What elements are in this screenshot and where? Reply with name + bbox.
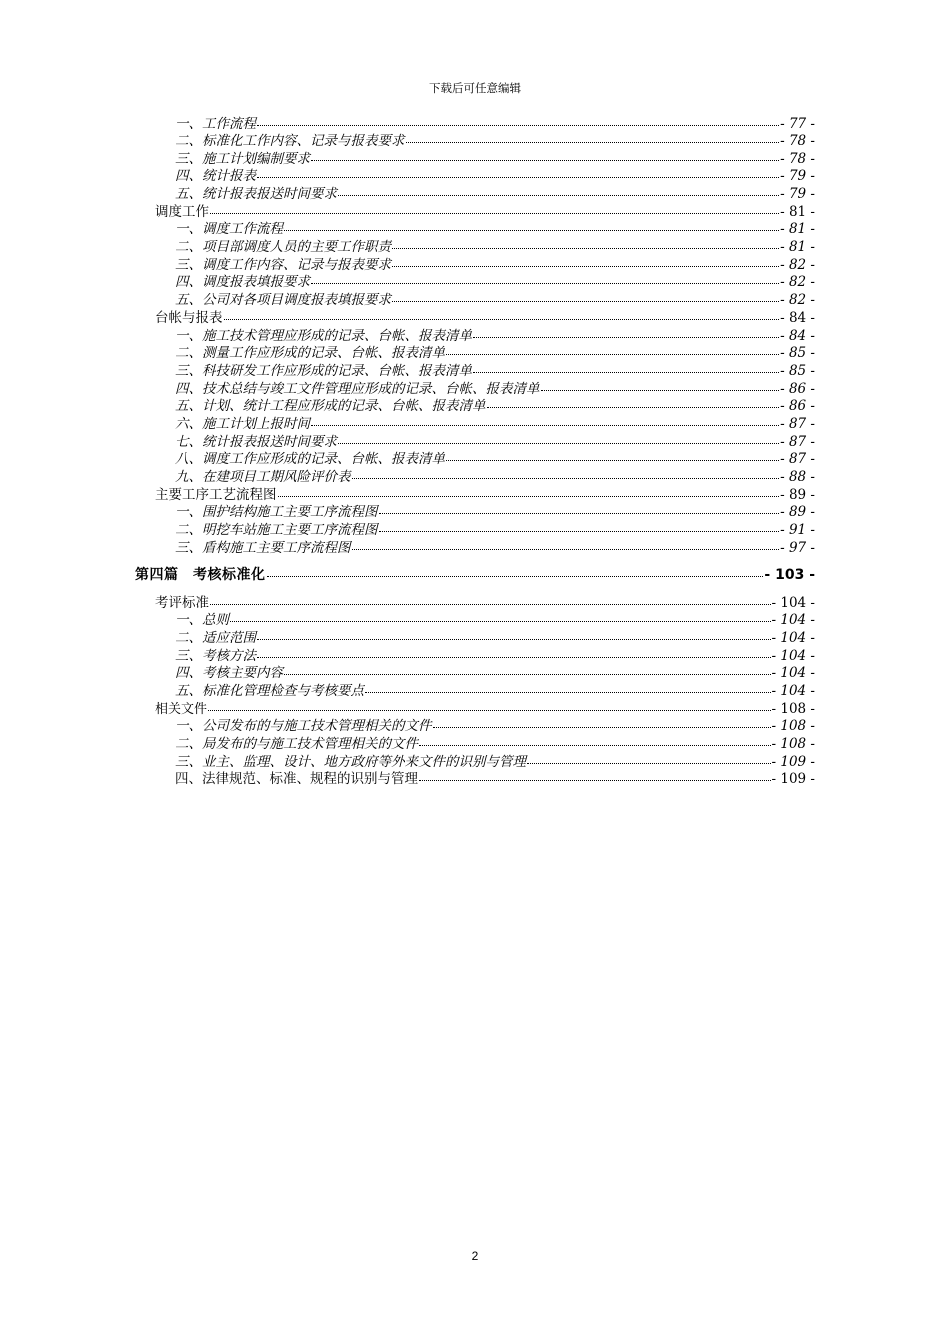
toc-entry-title: 一、施工技术管理应形成的记录、台帐、报表清单 (175, 328, 472, 344)
toc-page-number: - 104 - (771, 595, 815, 611)
toc-entry-title: 四、考核主要内容 (175, 665, 283, 681)
toc-page-number: - 89 - (780, 487, 815, 503)
toc-page-number: - 104 - (771, 630, 815, 646)
toc-entry[interactable] (155, 487, 815, 505)
toc-entry[interactable] (175, 648, 815, 666)
toc-entry-title: 一、调度工作流程 (175, 221, 283, 237)
toc-entry[interactable] (175, 398, 815, 416)
toc-leader-dots (365, 691, 771, 693)
toc-page-number: - 81 - (780, 221, 815, 237)
toc-entry[interactable] (155, 595, 815, 613)
toc-entry[interactable] (175, 186, 815, 204)
toc-leader-dots (487, 406, 780, 408)
toc-page-number: - 89 - (780, 504, 815, 520)
toc-page-number: - 109 - (771, 771, 815, 787)
toc-entry-title: 二、测量工作应形成的记录、台帐、报表清单 (175, 345, 445, 361)
toc-page-number: - 85 - (780, 363, 815, 379)
toc-leader-dots (352, 548, 780, 550)
toc-page-number: - 104 - (771, 612, 815, 628)
toc-entry-title: 三、科技研发工作应形成的记录、台帐、报表清单 (175, 363, 472, 379)
toc-leader-dots (257, 656, 771, 658)
toc-page-number: - 103 - (764, 567, 815, 583)
toc-entry-title: 六、施工计划上报时间 (175, 416, 310, 432)
toc-page-number: - 91 - (780, 522, 815, 538)
toc-entry[interactable] (175, 754, 815, 772)
toc-entry[interactable] (175, 504, 815, 522)
toc-entry[interactable] (175, 363, 815, 381)
toc-page-number: - 79 - (780, 168, 815, 184)
toc-entry[interactable] (175, 133, 815, 151)
toc-leader-dots (379, 512, 780, 514)
toc-leader-dots (210, 603, 771, 605)
toc-page-number: - 82 - (780, 257, 815, 273)
toc-entry[interactable] (175, 292, 815, 310)
toc-page-number: - 88 - (780, 469, 815, 485)
toc-leader-dots (208, 709, 771, 711)
toc-page-number: - 84 - (780, 310, 815, 326)
toc-entry[interactable] (155, 310, 815, 328)
toc-leader-dots (284, 229, 779, 231)
page-header: 下载后可任意编辑 (429, 81, 521, 95)
toc-entry[interactable] (175, 257, 815, 275)
toc-page-number: - 104 - (771, 683, 815, 699)
toc-entry-title: 一、总则 (175, 612, 229, 628)
toc-entry-title: 三、调度工作内容、记录与报表要求 (175, 257, 391, 273)
toc-page-number: - 81 - (780, 204, 815, 220)
toc-entry[interactable] (175, 630, 815, 648)
toc-leader-dots (473, 371, 779, 373)
toc-entry-title: 第四篇 考核标准化 (135, 567, 266, 583)
toc-page-number: - 82 - (780, 292, 815, 308)
toc-entry[interactable] (175, 416, 815, 434)
toc-leader-dots (419, 779, 771, 781)
toc-page-number: - 87 - (780, 416, 815, 432)
toc-leader-dots (392, 265, 779, 267)
toc-page-number: - 81 - (780, 239, 815, 255)
toc-entry-title: 二、明挖车站施工主要工序流程图 (175, 522, 378, 538)
toc-entry-title: 二、标准化工作内容、记录与报表要求 (175, 133, 405, 149)
toc-entry[interactable] (175, 718, 815, 736)
toc-entry-title: 四、技术总结与竣工文件管理应形成的记录、台帐、报表清单 (175, 381, 540, 397)
toc-page-number: - 79 - (780, 186, 815, 202)
toc-entry-title: 五、公司对各项目调度报表填报要求 (175, 292, 391, 308)
toc-entry[interactable] (175, 345, 815, 363)
toc-entry-title: 主要工序工艺流程图 (155, 487, 277, 503)
toc-page-number: - 84 - (780, 328, 815, 344)
toc-page-number: - 77 - (780, 116, 815, 132)
toc-leader-dots (257, 638, 771, 640)
toc-entry-title: 考评标准 (155, 595, 209, 611)
toc-entry[interactable] (175, 683, 815, 701)
toc-entry-title: 台帐与报表 (155, 310, 223, 326)
toc-entry-title: 二、项目部调度人员的主要工作职责 (175, 239, 391, 255)
toc-entry-title: 五、计划、统计工程应形成的记录、台帐、报表清单 (175, 398, 486, 414)
toc-entry[interactable] (175, 665, 815, 683)
toc-entry[interactable] (175, 469, 815, 487)
toc-entry[interactable] (175, 381, 815, 399)
toc-entry[interactable] (175, 522, 815, 540)
toc-entry-title: 调度工作 (155, 204, 209, 220)
toc-leader-dots (230, 620, 771, 622)
toc-entry[interactable] (175, 451, 815, 469)
toc-entry-title: 三、盾构施工主要工序流程图 (175, 540, 351, 556)
toc-entry[interactable] (175, 168, 815, 186)
toc-page-number: - 87 - (780, 434, 815, 450)
toc-leader-dots (278, 495, 780, 497)
toc-entry-title: 五、标准化管理检查与考核要点 (175, 683, 364, 699)
toc-page-number: - 82 - (780, 274, 815, 290)
toc-entry[interactable] (175, 771, 815, 789)
toc-leader-dots (311, 159, 779, 161)
toc-entry-title: 五、统计报表报送时间要求 (175, 186, 337, 202)
toc-leader-dots (311, 282, 779, 284)
toc-leader-dots (284, 673, 771, 675)
toc-entry[interactable] (155, 204, 815, 222)
toc-entry-title: 九、在建项目工期风险评价表 (175, 469, 351, 485)
toc-entry[interactable] (135, 567, 815, 585)
toc-entry[interactable] (175, 612, 815, 630)
toc-entry[interactable] (175, 540, 815, 558)
toc-entry[interactable] (175, 221, 815, 239)
toc-leader-dots (210, 212, 779, 214)
toc-entry[interactable] (175, 736, 815, 754)
toc-entry[interactable] (175, 274, 815, 292)
toc-entry-title: 七、统计报表报送时间要求 (175, 434, 337, 450)
toc-leader-dots (541, 389, 780, 391)
toc-page-number: - 78 - (780, 151, 815, 167)
toc-leader-dots (352, 477, 780, 479)
toc-entry-title: 相关文件 (155, 702, 208, 717)
toc-leader-dots (473, 336, 779, 338)
toc-page-number: - 87 - (780, 451, 815, 467)
toc-leader-dots (406, 141, 780, 143)
toc-page-number: - 104 - (771, 648, 815, 664)
toc-entry[interactable] (175, 434, 815, 452)
toc-page-number: - 97 - (780, 540, 815, 556)
toc-entry-title: 三、业主、监理、设计、地方政府等外来文件的识别与管理 (175, 754, 526, 770)
toc-entry[interactable] (175, 239, 815, 257)
toc-page-number: - 108 - (771, 718, 815, 734)
toc-leader-dots (379, 530, 780, 532)
toc-page-number: - 108 - (771, 736, 815, 752)
toc-page-number: - 86 - (780, 398, 815, 414)
toc-leader-dots (527, 762, 771, 764)
toc-entry-title: 四、调度报表填报要求 (175, 274, 310, 290)
toc-entry-title: 三、施工计划编制要求 (175, 151, 310, 167)
toc-entry[interactable] (175, 151, 815, 169)
toc-page-number: - 78 - (780, 133, 815, 149)
toc-entry-title: 一、工作流程 (175, 116, 256, 132)
toc-page-number: - 86 - (780, 381, 815, 397)
toc-entry-title: 一、围护结构施工主要工序流程图 (175, 504, 378, 520)
toc-entry[interactable] (175, 328, 815, 346)
toc-leader-dots (433, 726, 771, 728)
toc-page-number: - 108 - (771, 701, 815, 717)
toc-page-number: - 85 - (780, 345, 815, 361)
toc-leader-dots (446, 459, 779, 461)
toc-leader-dots (257, 176, 779, 178)
toc-leader-dots (392, 247, 779, 249)
toc-entry[interactable] (175, 116, 815, 134)
toc-leader-dots (419, 744, 771, 746)
page-number: 2 (471, 1249, 479, 1263)
toc-entry-title: 八、调度工作应形成的记录、台帐、报表清单 (175, 451, 445, 467)
toc-entry-title: 一、公司发布的与施工技术管理相关的文件 (175, 718, 432, 734)
toc-entry-title: 三、考核方法 (175, 648, 256, 664)
toc-entry-title: 四、法律规范、标准、规程的识别与管理 (175, 771, 418, 787)
toc-leader-dots (224, 318, 780, 320)
toc-page-number: - 109 - (771, 754, 815, 770)
toc-leader-dots (267, 575, 764, 577)
toc-entry-title: 二、适应范围 (175, 630, 256, 646)
toc-leader-dots (446, 353, 779, 355)
toc-leader-dots (392, 300, 779, 302)
toc-leader-dots (338, 194, 779, 196)
toc-leader-dots (311, 424, 779, 426)
toc-entry-title: 四、统计报表 (175, 168, 256, 184)
toc-leader-dots (338, 442, 779, 444)
toc-leader-dots (257, 124, 779, 126)
toc-entry-title: 二、局发布的与施工技术管理相关的文件 (175, 736, 418, 752)
toc-entry[interactable] (155, 701, 815, 719)
toc-page-number: - 104 - (771, 665, 815, 681)
